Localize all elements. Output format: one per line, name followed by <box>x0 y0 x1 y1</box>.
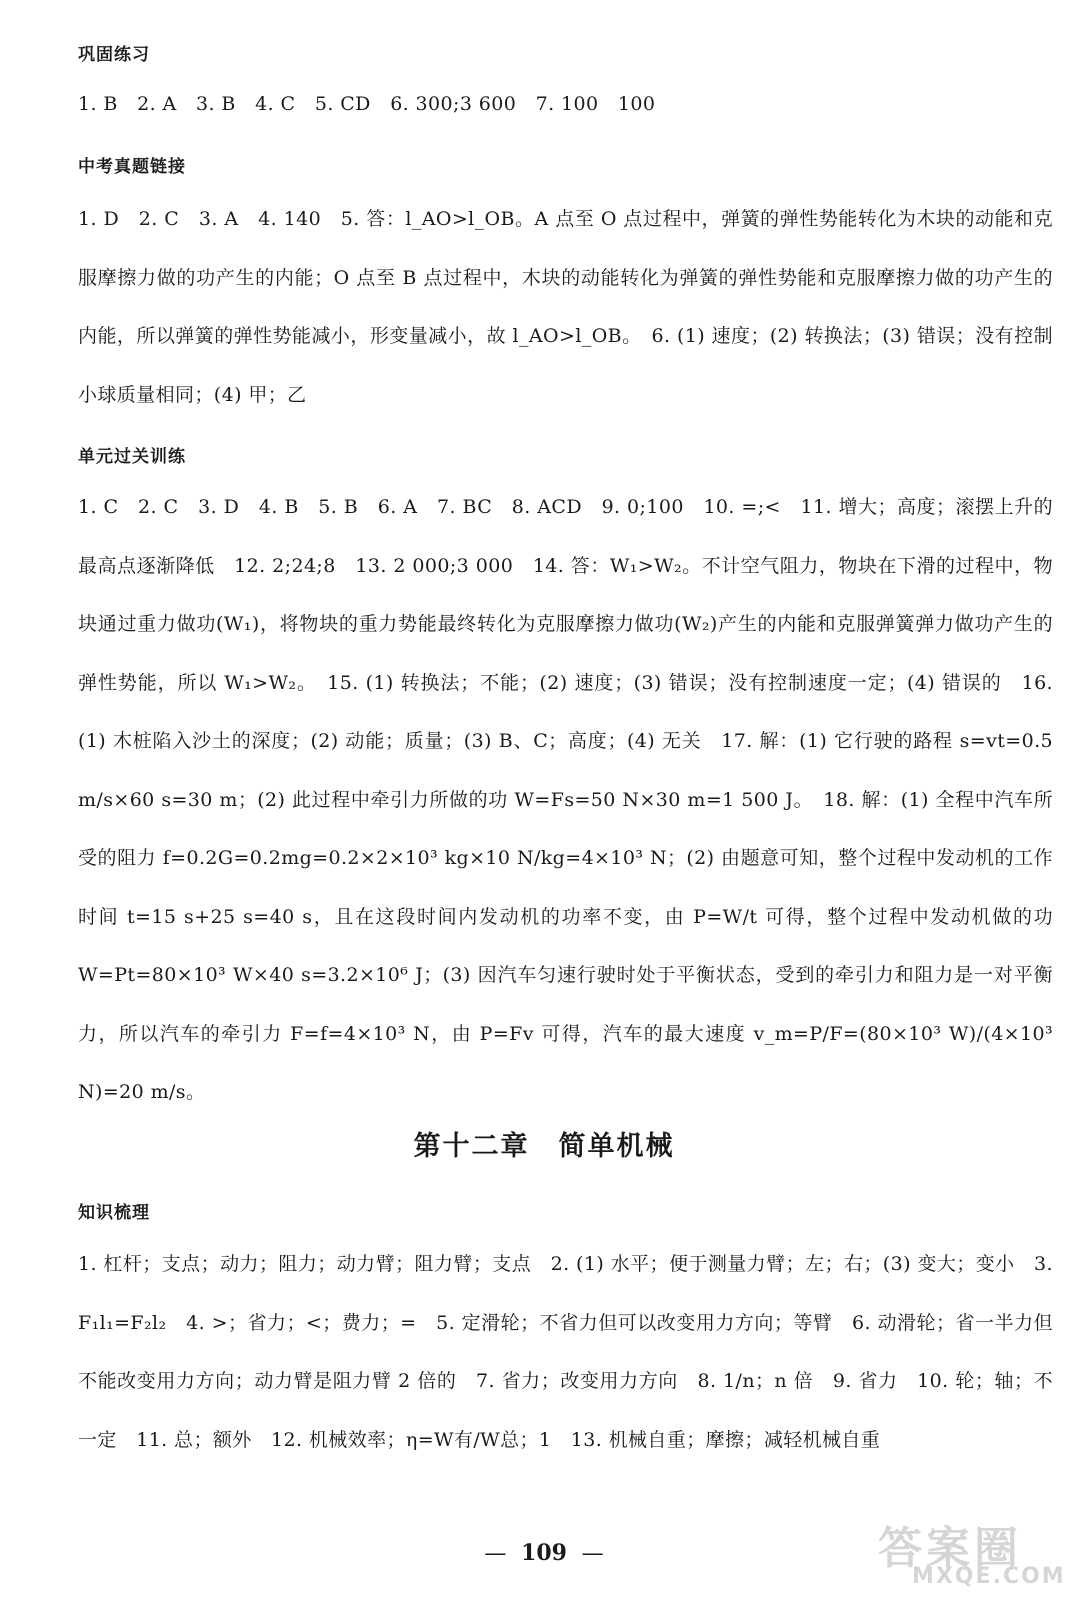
chapter-title: 第十二章 简单机械 <box>413 1131 675 1162</box>
page-number-dash-right: — <box>581 1541 604 1566</box>
section-heading-knowledge-summary: 知识梳理 <box>78 1203 150 1223</box>
section-heading-exam-link: 中考真题链接 <box>78 157 186 177</box>
section-heading-unit-test: 单元过关训练 <box>78 447 186 467</box>
answers-unit-test: 1. C 2. C 3. D 4. B 5. B 6. A 7. BC 8. ACD 9. 0;100 10. =;< 11. 增大；高度；滚摆上升的最高点逐渐降低 12. 2;24;8 13. 2 000;3 000 14. 答：W₁>W₂。不计空气阻力，物块在下滑的过程中，物块通过重力做功(W₁)，将物块的重力势能最终转化为克服摩擦力做功(W₂)产生的内能和克服弹簧弹力做功产生的弹性势能，所以 W₁>W₂。 15. (1) 转换法；不能；(2) 速度；(3) 错误；没有控制速度一定；(4) 错误的 16. (1) 木桩陷入沙土的深度；(2) 动能；质量；(3) B、C；高度；(4) 无关 17. 解：(1) 它行驶的路程 s=vt=0.5 m/s×60 s=30 m；(2) 此过程中牵引力所做的功 W=Fs=50 N×30 m=1 500 J。 18. 解：(1) 全程中汽车所受的阻力 f=0.2G=0.2mg=0.2×2×10³ kg×10 N/kg=4×10³ N；(2) 由题意可知，整个过程中发动机的工作时间 t=15 s+25 s=40 s，且在这段时间内发动机的功率不变，由 P=W/t 可得，整个过程中发动机做的功 W=Pt=80×10³ W×40 s=3.2×10⁶ J；(3) 因汽车匀速行驶时处于平衡状态，受到的牵引力和阻力是一对平衡力，所以汽车的牵引力 F=f=4×10³ N，由 P=Fv 可得，汽车的最大速度 v_m=P/F=(80×10³ W)/(4×10³ N)=20 m/s。 <box>78 496 1053 1103</box>
answers-knowledge-summary: 1. 杠杆；支点；动力；阻力；动力臂；阻力臂；支点 2. (1) 水平；便于测量力臂；左；右；(3) 变大；变小 3. F₁l₁=F₂l₂ 4. >；省力；<；费力；= 5. 定滑轮；不省力但可以改变用力方向；等臂 6. 动滑轮；省一半力但不能改变用力方向；动力臂是阻力臂 2 倍的 7. 省力；改变用力方向 8. 1/n；n 倍 9. 省力 10. 轮；轴；不一定 11. 总；额外 12. 机械效率；η=W有/W总；1 13. 机械自重；摩擦；减轻机械自重 <box>78 1253 1053 1451</box>
section-heading-consolidation: 巩固练习 <box>78 45 150 65</box>
answers-consolidation: 1. B 2. A 3. B 4. C 5. CD 6. 300;3 600 7. 100 100 <box>78 93 656 115</box>
page-number-dash-left: — <box>484 1541 507 1566</box>
watermark-cn-text: 答案圈 <box>878 1523 1022 1574</box>
page-number-value: 109 <box>521 1540 567 1566</box>
answers-exam-link: 1. D 2. C 3. A 4. 140 5. 答：l_AO>l_OB。A 点至 O 点过程中，弹簧的弹性势能转化为木块的动能和克服摩擦力做的功产生的内能；O 点至 B 点过程中，木块的动能转化为弹簧的弹性势能和克服摩擦力做的功产生的内能，所以弹簧的弹性势能减小，形变量减小，故 l_AO>l_OB。 6. (1) 速度；(2) 转换法；(3) 错误；没有控制小球质量相同；(4) 甲；乙 <box>78 208 1053 406</box>
watermark-logo <box>878 1512 1068 1594</box>
watermark-en-text: MXQE.COM <box>912 1564 1066 1589</box>
